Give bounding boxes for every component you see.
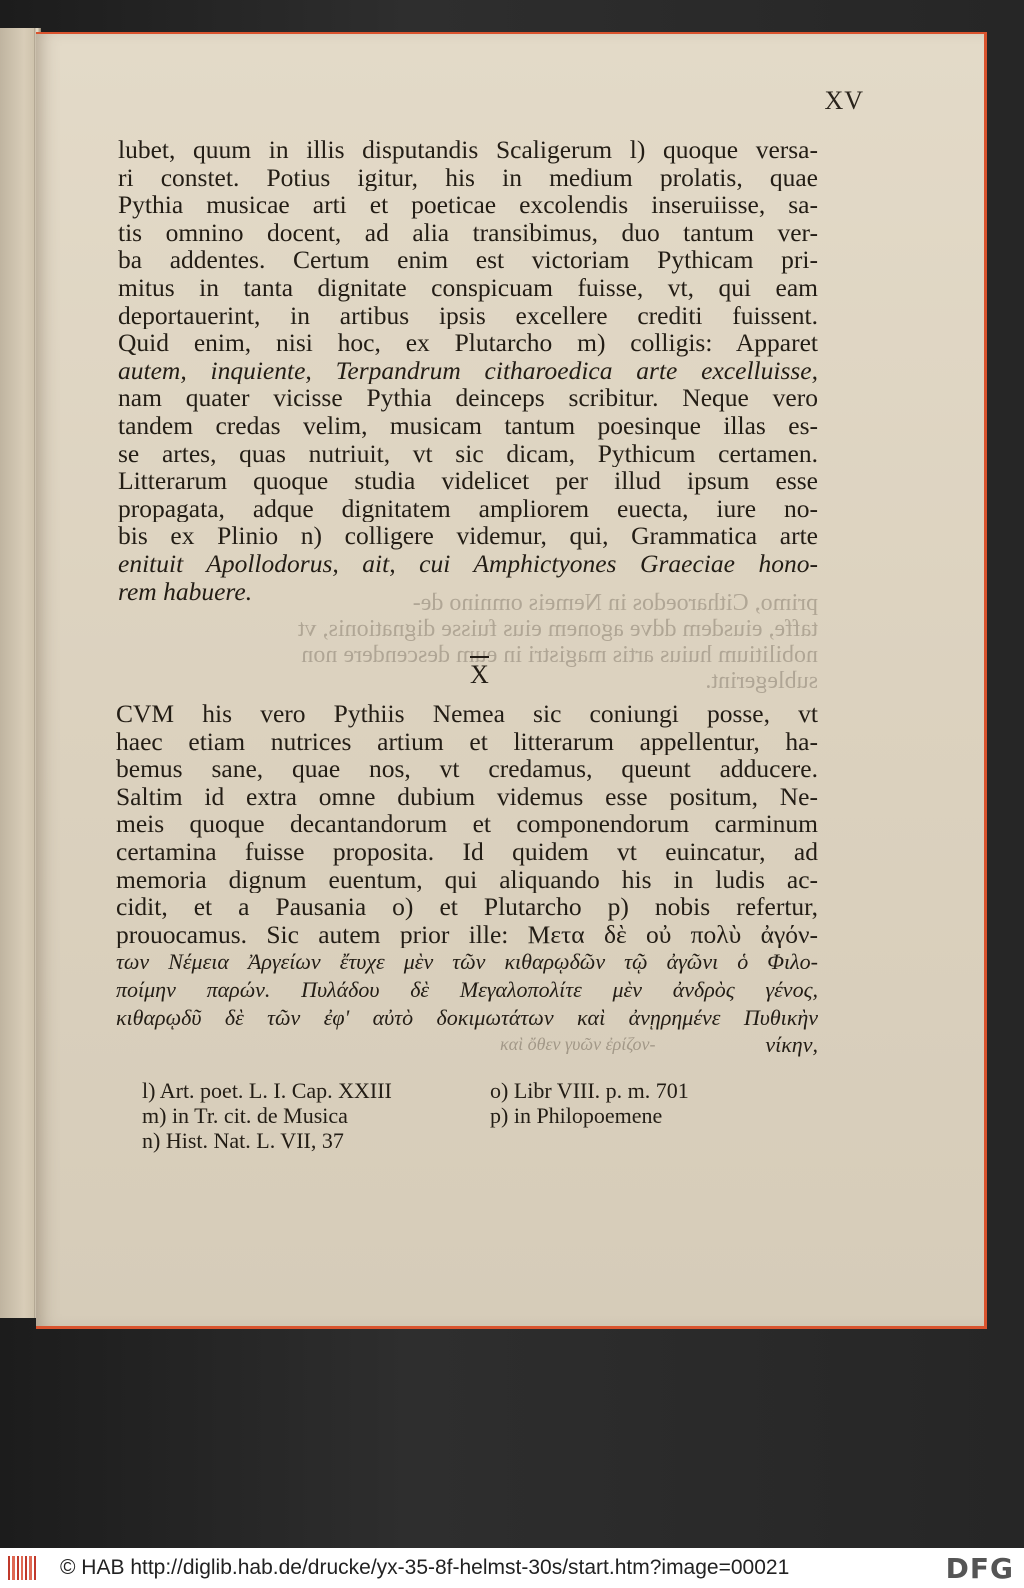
text-line: lubet, quum in illis disputandis Scaligerum l) quoque versa- bbox=[118, 136, 818, 164]
paragraph-2 bbox=[116, 700, 818, 1059]
text-line: prouocamus. Sic autem prior ille: Μετα δὲ οὐ πολὺ ἀγόν- bbox=[116, 920, 818, 949]
text-line: haec etiam nutrices artium et litterarum appellentur, ha- bbox=[116, 727, 818, 756]
greek-text-line: νίκην, bbox=[765, 1032, 818, 1058]
text-line: bemus sane, quae nos, vt credamus, queunt adducere. bbox=[116, 755, 818, 783]
text-line: Pythia musicae arti et poeticae excolendis inseruiisse, sa- bbox=[118, 191, 818, 219]
text-line: enituit Apollodorus, ait, cui Amphictyones Graeciae hono- bbox=[118, 549, 818, 578]
footer-bar bbox=[0, 1548, 1024, 1588]
text-line: propagata, adque dignitatem ampliorem euecta, iure no- bbox=[118, 494, 818, 523]
text-line: memoria dignum euentum, qui aliquando his in ludis ac- bbox=[116, 865, 818, 894]
footnotes-left-column bbox=[142, 1078, 392, 1153]
text-line: rem habuere. bbox=[118, 577, 253, 606]
text-line: certamina fuisse proposita. Id quidem vt euincatur, ad bbox=[116, 837, 818, 866]
handwritten-note: καὶ ὄθεν γυῶν ἐρίζον- bbox=[500, 1034, 656, 1054]
text-line: ri constet. Potius igitur, his in medium prolatis, quae bbox=[118, 163, 818, 192]
text-line: CVM his vero Pythiis Nemea sic coniungi posse, vt bbox=[116, 700, 818, 728]
text-line: tandem credas velim, musicam tantum poesinque illas es- bbox=[118, 411, 818, 440]
bleed-through-line: sublegerint. bbox=[705, 668, 818, 694]
text-line: se artes, quas nutriuit, vt sic dicam, Pythicum certamen. bbox=[118, 439, 818, 468]
greek-text-line: ποίμην παρών. Πυλάδου δὲ Μεγαλοπολίτε μὲν ἀνδρὸς γένος, bbox=[116, 976, 818, 1002]
text-line: deportauerint, in artibus ipsis excellere crediti fuissent. bbox=[118, 301, 818, 330]
bleed-through-text bbox=[118, 590, 818, 694]
footnotes-right-column bbox=[490, 1078, 689, 1128]
text-line: ba addentes. Certum enim est victoriam Pythicam pri- bbox=[118, 246, 818, 274]
footnote: n) Hist. Nat. L. VII, 37 bbox=[142, 1128, 344, 1153]
source-link[interactable]: © HAB http://diglib.hab.de/drucke/yx-35-8f-helmst-30s/start.htm?image=00021 bbox=[60, 1556, 790, 1579]
text-line: Litterarum quoque studia videlicet per illud ipsum esse bbox=[118, 467, 818, 495]
text-line: autem, inquiente, Terpandrum citharoedica arte excelluisse, bbox=[118, 356, 818, 385]
text-line: Saltim id extra omne dubium videmus esse positum, Ne- bbox=[116, 782, 818, 811]
text-line: meis quoque decantandorum et componendorum carminum bbox=[116, 810, 818, 838]
text-line: mitus in tanta dignitate conspicuam fuisse, vt, qui eam bbox=[118, 273, 818, 302]
facing-page-edge bbox=[0, 28, 41, 1318]
paragraph-1 bbox=[118, 136, 818, 605]
page-number: XV bbox=[824, 86, 864, 115]
text-line: cidit, et a Pausania o) et Plutarcho p) nobis refertur, bbox=[116, 893, 818, 921]
dfg-logo: DFG bbox=[945, 1552, 1014, 1585]
bleed-through-line: taffe, eiusdem ddve agonem eius fuisse dignationis, vt bbox=[297, 616, 818, 642]
text-line: nam quater vicisse Pythia deinceps scribitur. Neque vero bbox=[118, 384, 818, 412]
text-line: bis ex Plinio n) colligere videmur, qui, Grammatica arte bbox=[118, 522, 818, 550]
greek-text-line: κιθαρῳδῦ δὲ τῶν ἐφ' αὐτὸ δοκιμωτάτων καὶ ἀνῃρημένε Πυθικὴν bbox=[116, 1004, 818, 1030]
footnote: p) in Philopoemene bbox=[490, 1103, 663, 1128]
footnote: m) in Tr. cit. de Musica bbox=[142, 1103, 348, 1128]
footnote: l) Art. poet. L. I. Cap. XXIII bbox=[142, 1078, 392, 1103]
bleed-through-line: primo, Citharoedos in Nemeis omnino de- bbox=[412, 590, 818, 616]
text-line: Quid enim, nisi hoc, ex Plutarcho m) colligis: Apparet bbox=[118, 329, 818, 357]
bleed-through-line: nobilitium huius artis magistri in eum descendere non bbox=[301, 642, 818, 668]
text-line: tis omnino docent, ad alia transibimus, duo tantum ver- bbox=[118, 218, 818, 247]
section-heading: X bbox=[470, 656, 489, 690]
greek-text-line: των Νέμεια Ἀργείων ἔτυχε μὲν τῶν κιθαρῳδῶν τῷ ἀγῶνι ὁ Φιλο- bbox=[116, 949, 818, 975]
hab-barcode-icon bbox=[8, 1556, 36, 1580]
footnote: o) Libr VIII. p. m. 701 bbox=[490, 1078, 689, 1103]
